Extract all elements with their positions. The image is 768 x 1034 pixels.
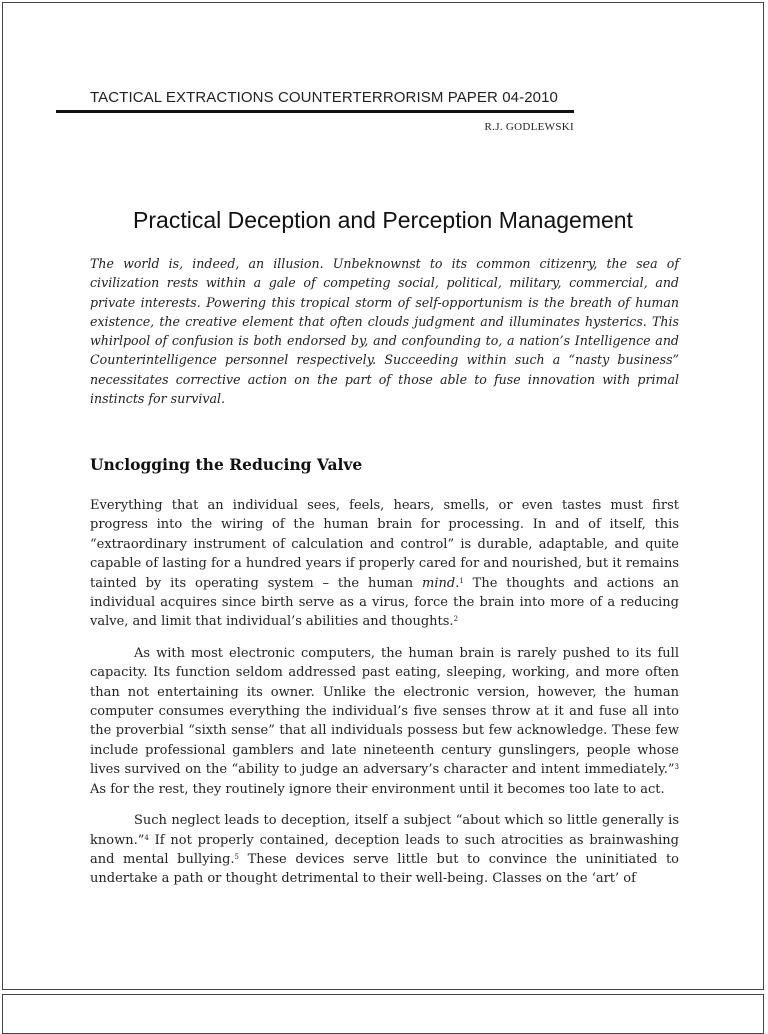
footnote-ref-3[interactable]: 3 [674, 763, 679, 772]
footnote-ref-4[interactable]: 4 [144, 833, 149, 842]
footnote-ref-2[interactable]: 2 [453, 615, 459, 624]
emphasis-mind: mind [422, 575, 456, 591]
paper-series-header: TACTICAL EXTRACTIONS COUNTERTERRORISM PAPER 04-2010 [90, 89, 558, 106]
footnote-ref-1[interactable]: 1 [459, 576, 464, 585]
abstract: The world is, indeed, an illusion. Unbeknownst to its common citizenry, the sea of civilization rests within a gale of competing social, political, military, commercial, and private interests. Powering this tropical storm of self-opportunism is the breath of human existence, the creative element that often clouds judgment and illuminates hysterics. This whirlpool of confusion is both endorsed by, and confounding to, a nation’s Intelligence and Counterintelligence personnel respectively. Succeeding within such a “nasty business” necessitates corrective action on the part of those able to fuse innovation with primal instincts for survival. [90, 256, 679, 407]
paragraph-2: As with most electronic computers, the human brain is rarely pushed to its full capacity. Its function seldom addressed past eating, sleeping, working, and more often than not entertaining its owner. Unlike the electronic version, however, the human computer consumes everything the individual’s five senses throw at it and fuse all into the proverbial “sixth sense” that all individuals possess but few acknowledge. These few include professional gamblers and late nineteenth century gunslingers, people whose lives survived on the “ability to judge an adversary’s character and intent immediately.”$^3$ As for the rest, they routinely ignore their environment until it becomes too late to act. [90, 645, 679, 797]
footnote-ref-5[interactable]: 5 [234, 852, 239, 861]
section-heading: Unclogging the Reducing Valve [90, 455, 363, 474]
section-body [90, 496, 679, 901]
paragraph-3: Such neglect leads to deception, itself a subject “about which so little generally is known.”$^4$ If not properly contained, deception leads to such atrocities as brainwashing and mental bullying.$^5$ These devices serve little but to convince the uninitiated to undertake a path or thought detrimental to their well-being. Classes on the ‘art’ of [90, 813, 680, 887]
paper-title: Practical Deception and Perception Management [133, 207, 633, 233]
author-name: R.J. GODLEWSKI [484, 121, 574, 133]
header-rule [56, 110, 574, 113]
paragraph-1: Everything that an individual sees, feels, hears, smells, or even tastes must first progress into the wiring of the human brain for processing. In and of itself, this “extraordinary instrument of calculation and control” is durable, adaptable, and quite capable of lasting for a hundred years if properly cared for and nourished, but it remains tainted by its operating system – the human mind.$^1$ The thoughts and actions an individual acquires since birth serve as a virus, force the brain into more of a reducing valve, and limit that individual’s abilities and thoughts.$^2$ [90, 498, 679, 630]
next-page-edge [2, 994, 764, 1034]
